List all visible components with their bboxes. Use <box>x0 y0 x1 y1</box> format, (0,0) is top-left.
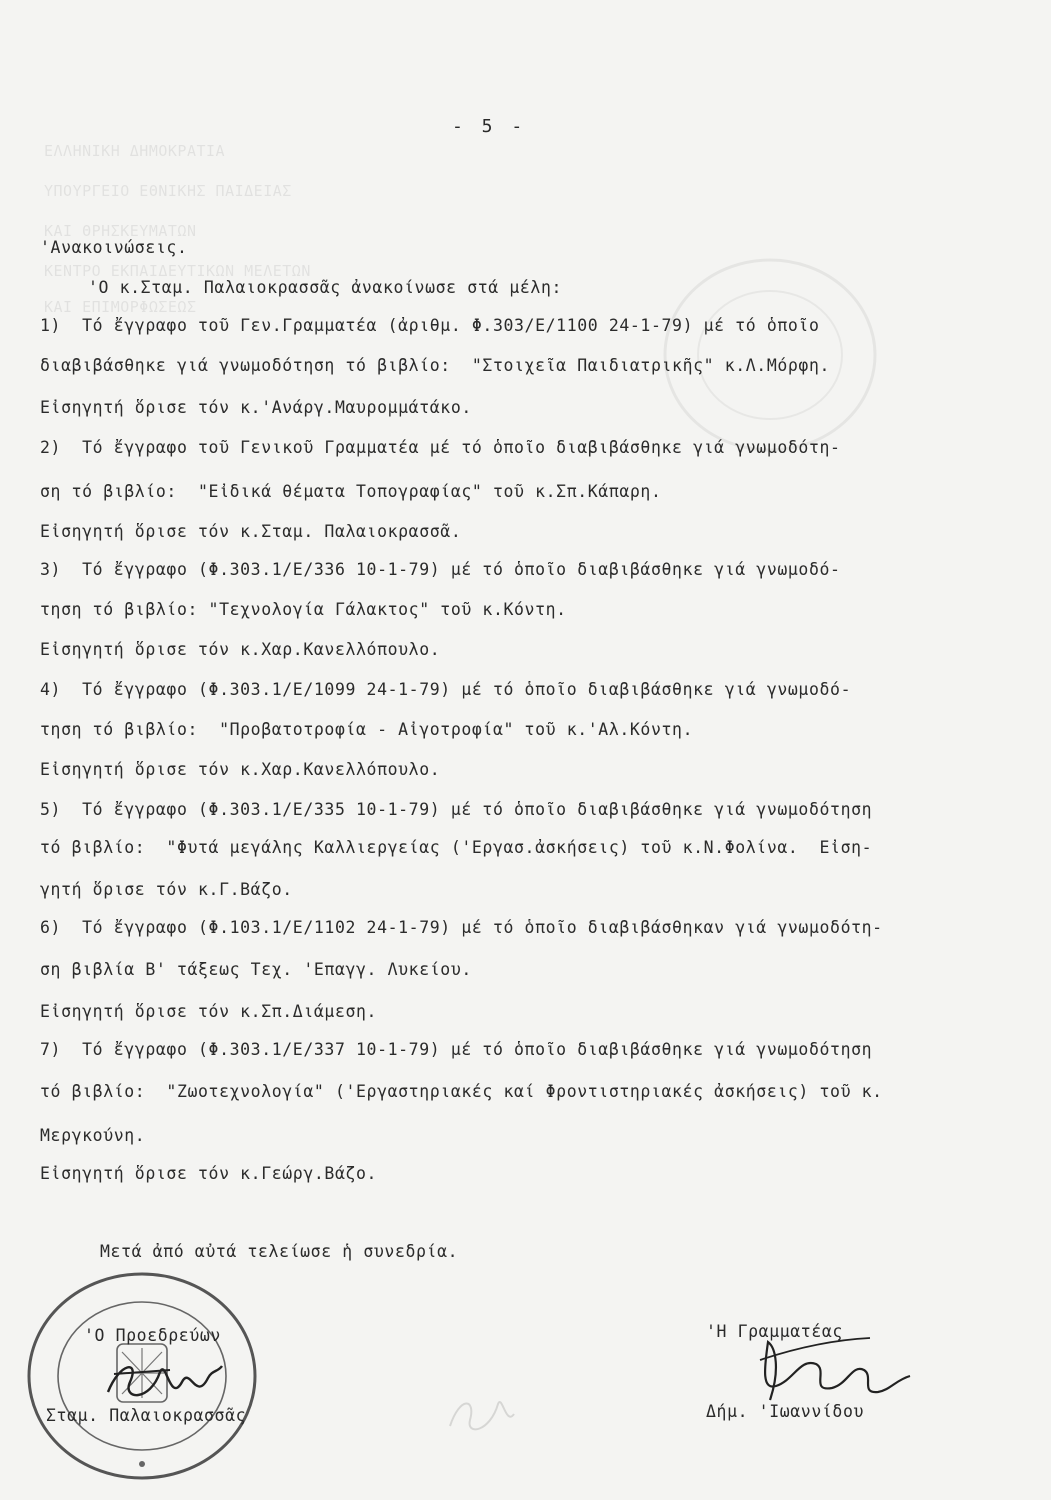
text-line: 3) Τό ἔγγραφο (Φ.303.1/Ε/336 10-1-79) μέ τό ὁποῖο διαβιβάσθηκε γιά γνωμοδό- <box>40 560 841 579</box>
text-line: Εἰσηγητή ὅρισε τόν κ.'Ανάργ.Μαυρομμάτάκο. <box>40 398 472 417</box>
text-line: τηση τό βιβλίο: "Προβατοτροφία - Αἰγοτροφία" τοῦ κ.'Αλ.Κόντη. <box>40 720 694 739</box>
text-line: γητή ὅρισε τόν κ.Γ.Βάζο. <box>40 880 293 899</box>
text-line: Μεργκούνη. <box>40 1126 146 1145</box>
text-line: Εἰσηγητή ὅρισε τόν κ.Σπ.Διάμεση. <box>40 1002 378 1021</box>
page-number: - 5 - <box>452 116 527 137</box>
text-line: 5) Τό ἔγγραφο (Φ.303.1/Ε/335 10-1-79) μέ τό ὁποῖο διαβιβάσθηκε γιά γνωμοδότηση <box>40 800 873 819</box>
secretary-signature <box>740 1330 940 1410</box>
text-line: διαβιβάσθηκε γιά γνωμοδότηση τό βιβλίο: "Στοιχεῖα Παιδιατρικῆς" κ.Λ.Μόρφη. <box>40 356 831 375</box>
section-heading: 'Ανακοινώσεις. <box>40 238 188 257</box>
intro-line: 'Ο κ.Σταμ. Παλαιοκρασσᾶς ἀνακοίνωσε στά μέλη: <box>88 278 563 297</box>
show-through-line: ΚΑΙ ΘΡΗΣΚΕΥΜΑΤΩΝ <box>44 222 197 240</box>
text-line: ση τό βιβλίο: "Εἰδικά θέματα Τοπογραφίας" τοῦ κ.Σπ.Κάπαρη. <box>40 482 662 501</box>
show-through-signature <box>440 1386 520 1446</box>
text-line: 7) Τό ἔγγραφο (Φ.303.1/Ε/337 10-1-79) μέ τό ὁποῖο διαβιβάσθηκε γιά γνωμοδότηση <box>40 1040 873 1059</box>
left-signer-title: 'Ο Προεδρεύων <box>84 1326 221 1345</box>
show-through-line: ΚΑΙ ΕΠΙΜΟΡΦΩΣΕΩΣ <box>44 298 197 316</box>
closing-line: Μετά ἀπό αὐτά τελείωσε ἡ συνεδρία. <box>100 1242 459 1261</box>
text-line: 4) Τό ἔγγραφο (Φ.303.1/Ε/1099 24-1-79) μέ τό ὁποῖο διαβιβάσθηκε γιά γνωμοδό- <box>40 680 852 699</box>
text-line: τηση τό βιβλίο: "Τεχνολογία Γάλακτος" τοῦ κ.Κόντη. <box>40 600 567 619</box>
text-line: τό βιβλίο: "Φυτά μεγάλης Καλλιεργείας ('Εργασ.ἀσκήσεις) τοῦ κ.Ν.Φολίνα. Εἰση- <box>40 838 873 857</box>
show-through-line: ΥΠΟΥΡΓΕΙΟ ΕΘΝΙΚΗΣ ΠΑΙΔΕΙΑΣ <box>44 182 292 200</box>
text-line: ση βιβλία Β' τάξεως Τεχ. 'Επαγγ. Λυκείου. <box>40 960 472 979</box>
show-through-stamp <box>660 255 880 455</box>
right-signer-title: 'Η Γραμματέας <box>706 1322 843 1341</box>
text-line: Εἰσηγητή ὅρισε τόν κ.Χαρ.Κανελλόπουλο. <box>40 760 441 779</box>
show-through-line: ΕΛΛΗΝΙΚΗ ΔΗΜΟΚΡΑΤΙΑ <box>44 142 226 160</box>
text-line: Εἰσηγητή ὅρισε τόν κ.Σταμ. Παλαιοκρασσᾶ. <box>40 522 462 541</box>
show-through-line: ΚΕΝΤΡΟ ΕΚΠΑΙΔΕΥΤΙΚΩΝ ΜΕΛΕΤΩΝ <box>44 262 311 280</box>
text-line: Εἰσηγητή ὅρισε τόν κ.Γεώργ.Βάζο. <box>40 1164 378 1183</box>
text-line: τό βιβλίο: "Ζωοτεχνολογία" ('Εργαστηριακές καί Φροντιστηριακές ἀσκήσεις) τοῦ κ. <box>40 1082 883 1101</box>
text-line: 1) Τό ἔγγραφο τοῦ Γεν.Γραμματέα (ἀριθμ. Φ.303/Ε/1100 24-1-79) μέ τό ὁποῖο <box>40 316 820 335</box>
right-signer-name: Δήμ. 'Ιωαννίδου <box>706 1402 865 1421</box>
text-line: Εἰσηγητή ὅρισε τόν κ.Χαρ.Κανελλόπουλο. <box>40 640 441 659</box>
left-signer-name: Σταμ. Παλαιοκρασσᾶς <box>46 1406 247 1425</box>
text-line: 2) Τό ἔγγραφο τοῦ Γενικοῦ Γραμματέα μέ τό ὁποῖο διαβιβάσθηκε γιά γνωμοδότη- <box>40 438 841 457</box>
president-signature <box>100 1352 230 1412</box>
text-line: 6) Τό ἔγγραφο (Φ.103.1/Ε/1102 24-1-79) μέ τό ὁποῖο διαβιβάσθηκαν γιά γνωμοδότη- <box>40 918 883 937</box>
